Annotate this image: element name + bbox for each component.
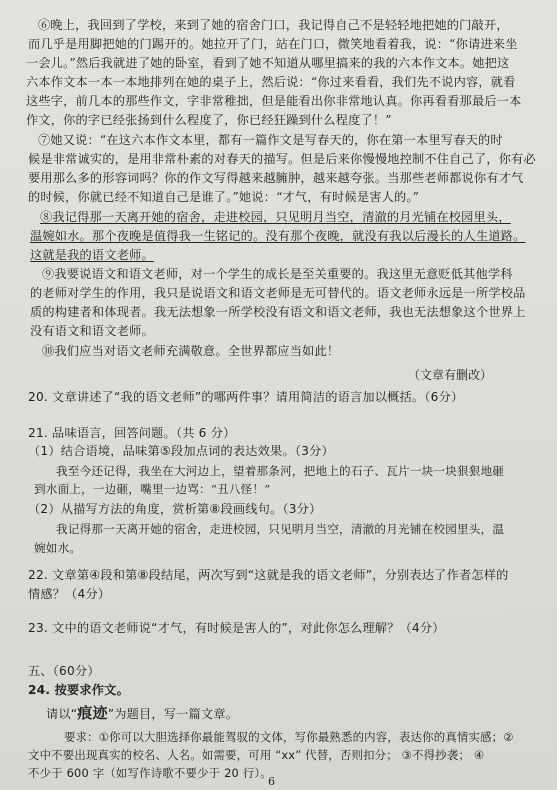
article-line: 而几乎是用脚把她的门踢开的。她拉开了门，站在门口，微笑地看着我，说：“你请进来坐 (28, 37, 518, 51)
article-line: 候是非常诚实的，是用非常朴素的对春天的描写。但是后来你慢慢地控制不住自己了，你有必 (28, 152, 536, 166)
article-line: 没有语文和语文老师。 (30, 324, 154, 338)
prompt-post: ”为题目，写一篇文章。 (107, 707, 239, 721)
requirement-line: 文中不要出现真实的校名、人名。如需要，可用 “xx” 代替，否则扣分； ③不得抄袭； ④ (28, 748, 485, 762)
page-number: 6 (268, 775, 275, 788)
article-line: 作文，你的字已经张扬到什么程度了，你已经狂躁到什么程度了！” (26, 113, 392, 127)
question-22-cont: 情感？（4分） (28, 587, 111, 601)
underlined-sentence: ⑧我记得那一天离开她的宿舍，走进校园，只见明月当空，清澈的月光铺在校园里头， (40, 210, 511, 224)
question-21-1: （1）结合语境，品味第⑤段加点词的表达效果。（3分） (28, 444, 334, 458)
quoted-text: 我至今还记得，我坐在大河边上，望着那条河，把地上的石子、瓦片一块一块狠狠地砸 (56, 464, 505, 478)
question-24: 24. 按要求作文。 (28, 683, 129, 697)
quoted-text: 到水面上，一边砸，嘴里一边骂：“丑八怪！” (34, 482, 271, 496)
requirement-line: 不少于 600 字（如写作诗歌不要少于 20 行）。 (28, 766, 272, 780)
article-line: 这些字，前几本的那些作文，字非常稚拙，但是能看出你非常地认真。你再看看那最后一本 (26, 94, 522, 108)
question-23: 23. 文中的语文老师说“才气，有时候是害人的”，对此你怎么理解？（4分） (28, 621, 445, 635)
article-line: ⑩我们应当对语文老师充满敬意。全世界都应当如此！ (42, 344, 340, 358)
article-line: 一会儿。”然后我就进了她的卧室，看到了她不知道从哪里搞来的我的六本作文本。她把这 (26, 56, 510, 70)
prompt-pre: 请以“ (46, 707, 78, 721)
quoted-text: 我记得那一天离开她的宿舍，走进校园，只见明月当空，清澈的月光铺在校园里头，温 (56, 522, 505, 536)
source-note: （文章有删改） (408, 368, 493, 382)
article-line: ⑦她又说：“在这六本作文本里，都有一篇作文是写春天的，你在第一本里写春天的时 (38, 133, 503, 147)
question-22: 22. 文章第④段和第⑧段结尾，两次写到“这就是我的语文老师”，分别表达了作者怎样的 (28, 568, 509, 582)
article-line: 的时候，你就已经不知道自己是谁了。”她说：“才气，有时候是害人的。” (28, 190, 420, 204)
essay-prompt (46, 706, 238, 721)
question-20: 20. 文章讲述了“我的语文老师”的哪两件事？请用简洁的语言加以概括。（6分） (28, 390, 464, 404)
question-21-2: （2）从描写方法的角度，赏析第⑧段画线句。（3分） (28, 502, 322, 516)
article-line: 的老师对学生的作用，我只是说语文和语文老师是无可替代的。语文老师永远是一所学校品 (30, 286, 526, 300)
article-line: 要用那么多的形容词吗？你的作文写得越来越臃肿，越来越夸张。当那些老师都说你有才气 (28, 171, 524, 185)
article-line: 六本作文本一本一本地排列在她的桌子上，然后说：“你过来看看，我们先不说内容，就看 (26, 75, 516, 89)
article-line: 质的构建者和体现者。我无法想象一所学校没有语文和语文老师，我也无法想象这个世界上 (30, 305, 526, 319)
quoted-text: 婉如水。 (34, 541, 82, 555)
underlined-sentence: 温婉如水。那个夜晚是值得我一生铭记的。没有那个夜晚，就没有我以后漫长的人生道路。 (30, 229, 526, 243)
article-line: ⑨我要说语文和语文老师，对一个学生的成长是至关重要的。我这里无意贬低其他学科 (42, 267, 513, 281)
underlined-sentence: 这就是我的语文老师。 (30, 248, 154, 262)
requirement-line: 要求：①你可以大胆选择你最能驾驭的文体，写你最熟悉的内容，表达你的真情实感；② (64, 730, 514, 744)
prompt-title: 痕迹 (77, 704, 108, 722)
section-five: 五、（60分） (28, 664, 100, 678)
article-line: ⑥晚上，我回到了学校，来到了她的宿舍门口，我记得自己不是轻轻地把她的门敲开， (38, 18, 509, 32)
question-21: 21. 品味语言，回答问题。（共 6 分） (28, 426, 236, 440)
